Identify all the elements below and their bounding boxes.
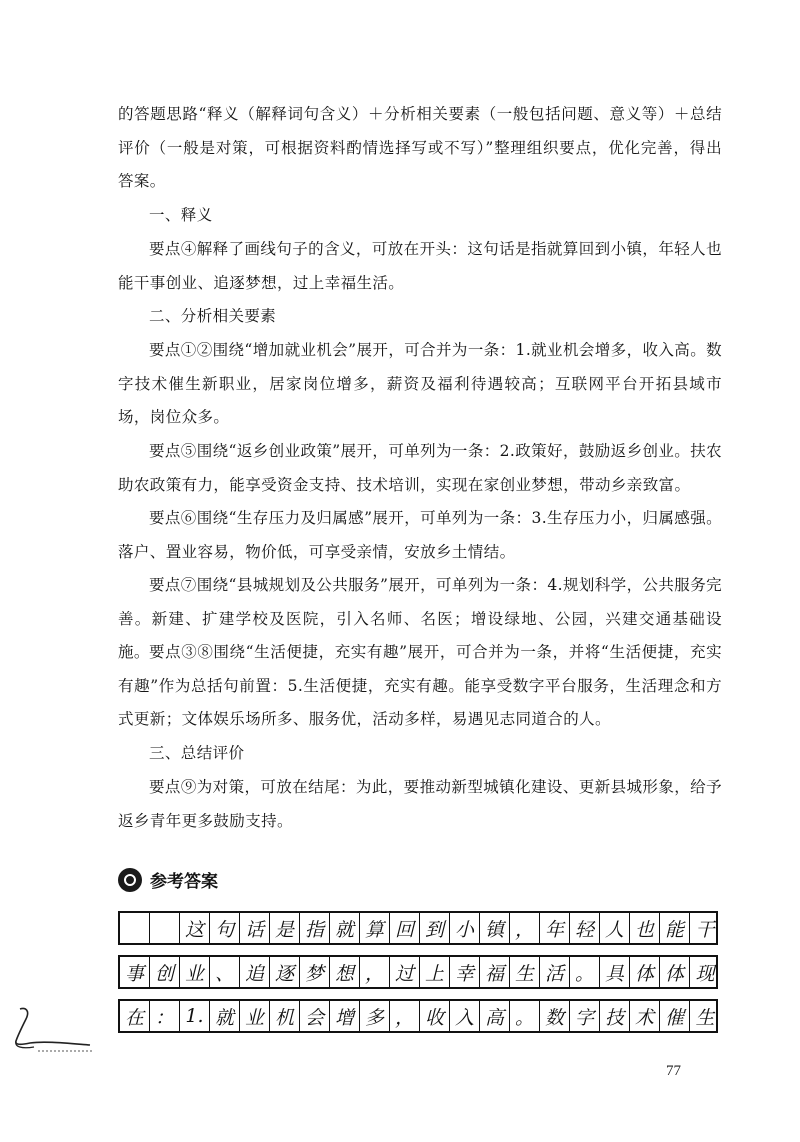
grid-cell: 体 (660, 957, 690, 987)
reference-answer-heading (118, 867, 218, 892)
answer-grid-row-3 (118, 999, 718, 1033)
grid-cell: 。 (510, 1001, 540, 1031)
grid-cell: 增 (330, 1001, 360, 1031)
grid-cell: ， (510, 913, 540, 943)
heading-interpretation: 一、释义 (149, 206, 213, 224)
answer-grid-row-2 (118, 955, 718, 989)
grid-cell: 催 (660, 1001, 690, 1031)
paragraph-point-4: 要点④解释了画线句子的含义，可放在开头：这句话是指就算回到小镇，年轻人也能干事创业、追逐梦想，过上幸福生活。 (118, 240, 722, 292)
grid-cell: 干 (695, 918, 715, 941)
paragraph-points-3-8: 要点③⑧围绕“生活便捷，充实有趣”展开，可合并为一条，并将“生活便捷，充实有趣”作为总括句前置：5.生活便捷，充实有趣。能享受数字平台服务，生活理念和方式更新；文体娱乐场所多、服务优，活动多样，易遇见志同道合的人。 (118, 643, 722, 729)
grid-cell: 上 (420, 957, 450, 987)
grid-cell: 活 (540, 957, 570, 987)
grid-cell: 入 (450, 1001, 480, 1031)
grid-cell: 具 (600, 957, 630, 987)
grid-cell: 指 (300, 913, 330, 943)
grid-cell: 梦 (300, 957, 330, 987)
grid-cell: 轻 (570, 913, 600, 943)
grid-cell: 年 (540, 913, 570, 943)
paragraph-intro: 的答题思路“释义（解释词句含义）＋分析相关要素（一般包括问题、意义等）＋总结评价（一般是对策，可根据资料酌情选择写或不写）”整理组织要点，优化完善，得出答案。 (118, 105, 722, 191)
grid-cell: 能 (660, 913, 690, 943)
grid-cell: 创 (150, 957, 180, 987)
answer-grid-row-1 (118, 911, 718, 945)
grid-cell: 数 (540, 1001, 570, 1031)
grid-cell: 到 (420, 913, 450, 943)
grid-cell: 体 (630, 957, 660, 987)
heading-analysis: 二、分析相关要素 (149, 307, 277, 325)
grid-cell: 术 (630, 1001, 660, 1031)
paragraph-points-1-2: 要点①②围绕“增加就业机会”展开，可合并为一条：1.就业机会增多，收入高。数字技术催生新职业，居家岗位增多，薪资及福利待遇较高；互联网平台开拓县域市场，岗位众多。 (118, 341, 722, 427)
grid-cell: 高 (480, 1001, 510, 1031)
paragraph-point-7: 要点⑦围绕“县城规划及公共服务”展开，可单列为一条：4.规划科学，公共服务完善。新建、扩建学校及医院，引入名师、名医；增设绿地、公园，兴建交通基础设施。 (118, 576, 722, 662)
grid-cell: 小 (450, 913, 480, 943)
grid-cell: 事 (120, 957, 150, 987)
grid-cell: ： (150, 1001, 180, 1031)
grid-cell (120, 913, 150, 943)
grid-cell: 机 (270, 1001, 300, 1031)
pen-icon (4, 1005, 94, 1055)
grid-cell: 回 (390, 913, 420, 943)
grid-cell: 会 (300, 1001, 330, 1031)
grid-cell: ， (390, 1001, 420, 1031)
grid-cell: 追 (240, 957, 270, 987)
grid-cell: 生 (510, 957, 540, 987)
grid-cell: 话 (240, 913, 270, 943)
grid-cell: 、 (210, 957, 240, 987)
grid-cell: 收 (420, 1001, 450, 1031)
grid-cell: 人 (600, 913, 630, 943)
grid-cell: 就 (210, 1001, 240, 1031)
bulb-icon (118, 868, 142, 892)
grid-cell: 镇 (480, 913, 510, 943)
grid-cell: 技 (600, 1001, 630, 1031)
grid-cell: 幸 (450, 957, 480, 987)
grid-cell: 逐 (270, 957, 300, 987)
grid-cell: 想 (330, 957, 360, 987)
grid-cell: 字 (570, 1001, 600, 1031)
grid-cell: 业 (240, 1001, 270, 1031)
grid-cell: 句 (210, 913, 240, 943)
grid-cell: 这 (180, 913, 210, 943)
grid-cell: 是 (270, 913, 300, 943)
grid-cell: 在 (120, 1001, 150, 1031)
page-number: 77 (666, 1063, 681, 1079)
paragraph-point-9: 要点⑨为对策，可放在结尾：为此，要推动新型城镇化建设、更新县城形象，给予返乡青年更多鼓励支持。 (118, 778, 722, 830)
grid-cell: 现 (695, 962, 715, 985)
grid-cell: 生 (695, 1006, 715, 1029)
grid-cell: 业 (180, 957, 210, 987)
grid-cell: ， (360, 957, 390, 987)
grid-cell: 。 (570, 957, 600, 987)
paragraph-point-6: 要点⑥围绕“生存压力及归属感”展开，可单列为一条：3.生存压力小，归属感强。落户、置业容易，物价低，可享受亲情，安放乡土情结。 (118, 509, 722, 561)
paragraph-point-5: 要点⑤围绕“返乡创业政策”展开，可单列为一条：2.政策好，鼓励返乡创业。扶农助农政策有力，能享受资金支持、技术培训，实现在家创业梦想，带动乡亲致富。 (118, 442, 722, 494)
grid-cell: 就 (330, 913, 360, 943)
grid-cell: 过 (390, 957, 420, 987)
grid-cell: 多 (360, 1001, 390, 1031)
grid-cell: 1. (180, 1001, 210, 1031)
grid-cell: 福 (480, 957, 510, 987)
grid-cell: 算 (360, 913, 390, 943)
reference-answer-title: 参考答案 (150, 872, 218, 892)
heading-summary: 三、总结评价 (149, 744, 245, 762)
grid-cell: 也 (630, 913, 660, 943)
grid-cell (150, 913, 180, 943)
